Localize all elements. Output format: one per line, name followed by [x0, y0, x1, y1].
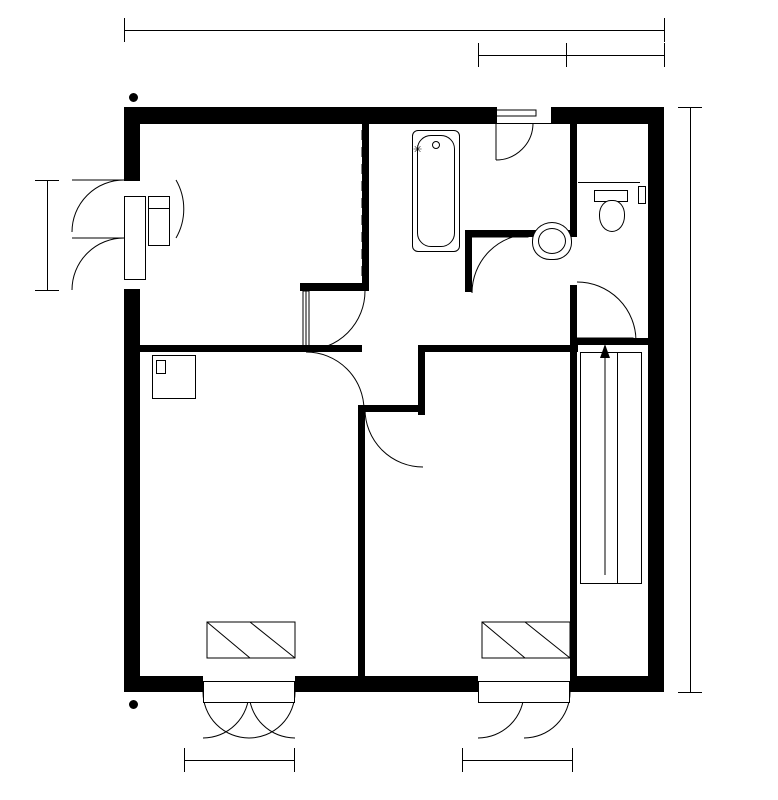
bathtub-tap-icon: ✳ [413, 144, 423, 156]
